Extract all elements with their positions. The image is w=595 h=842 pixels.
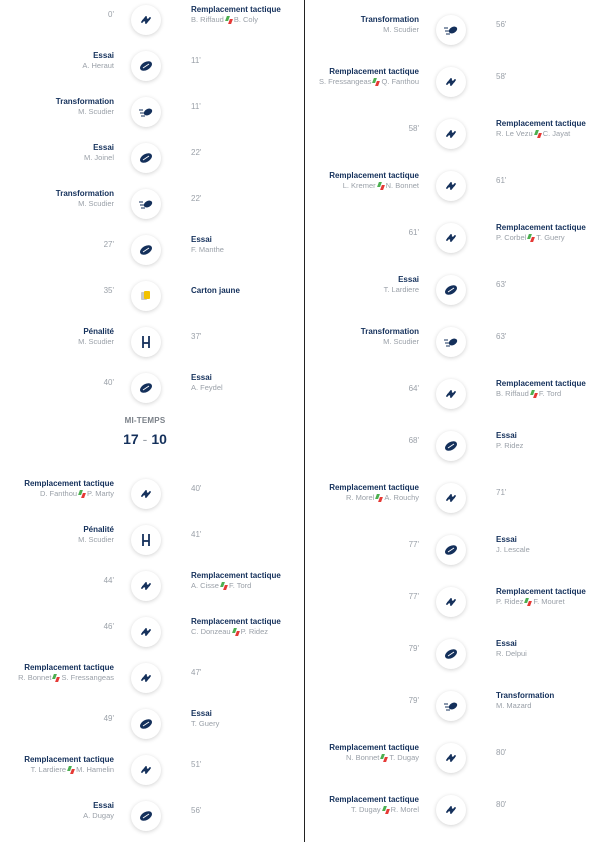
- event-title: Pénalité: [83, 525, 114, 534]
- try-ball-icon: [436, 431, 466, 461]
- player-in: R. Morel: [390, 805, 419, 814]
- event-players: [496, 597, 586, 607]
- timeline-event: [305, 62, 595, 102]
- event-title: Remplacement tactique: [496, 379, 586, 388]
- event-time: 68': [408, 436, 419, 445]
- timeline-event: [305, 530, 595, 570]
- event-time: 22': [191, 194, 202, 203]
- event-time: 61': [496, 176, 507, 185]
- player-in: B. Coly: [233, 15, 258, 24]
- event-details: [191, 5, 281, 25]
- player-out: L. Kremer: [342, 181, 376, 190]
- event-time: 22': [191, 148, 202, 157]
- try-ball-icon: [131, 373, 161, 403]
- event-title: Essai: [496, 535, 517, 544]
- event-players: [191, 627, 281, 637]
- event-time: 44': [103, 576, 114, 585]
- try-ball-icon: [436, 639, 466, 669]
- event-time: 77': [408, 540, 419, 549]
- substitution-icon: [436, 223, 466, 253]
- timeline-event: [0, 658, 290, 698]
- timeline-event: [0, 138, 290, 178]
- timeline-event: [0, 750, 290, 790]
- substitution-icon: [436, 483, 466, 513]
- player-in: M. Hamelin: [76, 765, 114, 774]
- player-in: P. Marty: [87, 489, 114, 498]
- event-details: [496, 379, 586, 399]
- event-player: A. Feydel: [191, 383, 223, 392]
- event-time: 37': [191, 332, 202, 341]
- event-title: Pénalité: [83, 327, 114, 336]
- timeline-event: [305, 270, 595, 310]
- try-ball-icon: [131, 51, 161, 81]
- player-out: N. Bonnet: [346, 753, 380, 762]
- goalpost-icon: [131, 327, 161, 357]
- event-details: [78, 525, 114, 545]
- player-in: F. Tord: [538, 389, 562, 398]
- substitution-icon: [131, 5, 161, 35]
- player-out: T. Lardiere: [30, 765, 67, 774]
- event-players: [24, 765, 114, 775]
- timeline-event: [0, 92, 290, 132]
- event-title: Carton jaune: [191, 286, 240, 295]
- timeline-event: [0, 704, 290, 744]
- event-players: [496, 129, 586, 139]
- event-details: [191, 709, 219, 729]
- timeline-event: [0, 230, 290, 270]
- timeline-event: [305, 114, 595, 154]
- event-details: [56, 97, 114, 117]
- substitution-icon: [436, 171, 466, 201]
- event-players: [329, 805, 419, 815]
- event-players: [191, 581, 281, 591]
- event-title: Essai: [93, 143, 114, 152]
- event-title: Essai: [93, 51, 114, 60]
- event-details: [191, 235, 224, 255]
- timeline-event: [305, 322, 595, 362]
- event-title: Remplacement tactique: [24, 479, 114, 488]
- substitution-icon: [131, 479, 161, 509]
- timeline-event: [305, 374, 595, 414]
- event-details: [82, 51, 114, 71]
- event-title: Transformation: [360, 15, 419, 24]
- event-details: [24, 479, 114, 499]
- event-time: 11': [191, 56, 201, 65]
- swap-arrows-icon: [225, 16, 233, 24]
- event-title: Remplacement tactique: [496, 119, 586, 128]
- player-out: R. Le Vezu: [496, 129, 533, 138]
- event-player: A. Dugay: [83, 811, 114, 820]
- event-players: [191, 15, 281, 25]
- swap-arrows-icon: [534, 130, 542, 138]
- swap-arrows-icon: [78, 490, 86, 498]
- player-in: T. Guery: [536, 233, 565, 242]
- home-score: 17: [123, 431, 139, 447]
- event-title: Remplacement tactique: [329, 171, 419, 180]
- event-player: M. Scudier: [78, 535, 114, 544]
- event-players: [329, 753, 419, 763]
- timeline-event: [0, 566, 290, 606]
- swap-arrows-icon: [232, 628, 240, 636]
- event-details: [361, 15, 419, 35]
- event-player: M. Scudier: [78, 107, 114, 116]
- timeline-event: [305, 218, 595, 258]
- event-title: Remplacement tactique: [329, 67, 419, 76]
- event-player: M. Scudier: [78, 199, 114, 208]
- event-player: P. Ridez: [496, 441, 524, 450]
- event-player: T. Guery: [191, 719, 220, 728]
- event-players: [24, 489, 114, 499]
- event-title: Transformation: [55, 97, 114, 106]
- event-title: Essai: [398, 275, 419, 284]
- player-out: T. Dugay: [351, 805, 381, 814]
- timeline-event: [305, 686, 595, 726]
- player-out: D. Fanthou: [39, 489, 78, 498]
- event-players: [496, 233, 586, 243]
- timeline-event: [305, 10, 595, 50]
- score-separator: -: [142, 431, 148, 447]
- event-title: Transformation: [496, 691, 555, 700]
- timeline-event: [0, 796, 290, 836]
- event-details: [361, 327, 419, 347]
- player-out: P. Corbel: [496, 233, 527, 242]
- event-title: Essai: [191, 373, 212, 382]
- event-details: [329, 743, 419, 763]
- event-player: M. Scudier: [383, 337, 419, 346]
- timeline-event: [0, 322, 290, 362]
- substitution-icon: [436, 119, 466, 149]
- event-details: [496, 587, 586, 607]
- event-details: [18, 663, 114, 683]
- substitution-icon: [436, 743, 466, 773]
- event-title: Essai: [496, 431, 517, 440]
- event-details: [329, 795, 419, 815]
- substitution-icon: [131, 571, 161, 601]
- event-details: [24, 755, 114, 775]
- substitution-icon: [131, 617, 161, 647]
- swap-arrows-icon: [67, 766, 75, 774]
- half-time-label: MI-TEMPS: [124, 416, 166, 425]
- timeline-event: [305, 166, 595, 206]
- event-time: 63': [496, 332, 507, 341]
- substitution-icon: [436, 587, 466, 617]
- timeline-event: [305, 426, 595, 466]
- player-out: P. Ridez: [496, 597, 524, 606]
- swap-arrows-icon: [380, 754, 388, 762]
- event-title: Remplacement tactique: [496, 223, 586, 232]
- event-players: [319, 77, 419, 87]
- event-time: 58': [496, 72, 507, 81]
- event-title: Transformation: [55, 189, 114, 198]
- event-time: 63': [496, 280, 507, 289]
- substitution-icon: [131, 755, 161, 785]
- event-title: Remplacement tactique: [24, 755, 114, 764]
- event-time: 56': [191, 806, 202, 815]
- player-in: S. Fressangeas: [61, 673, 114, 682]
- swap-arrows-icon: [530, 390, 538, 398]
- event-title: Remplacement tactique: [191, 5, 281, 14]
- swap-arrows-icon: [220, 582, 228, 590]
- event-player: J. Lescale: [496, 545, 530, 554]
- event-details: [191, 373, 223, 393]
- player-out: B. Riffaud: [496, 389, 529, 398]
- player-out: R. Morel: [346, 493, 375, 502]
- swap-arrows-icon: [52, 674, 60, 682]
- event-time: 0': [108, 10, 114, 19]
- player-in: N. Bonnet: [385, 181, 419, 190]
- substitution-icon: [436, 379, 466, 409]
- event-time: 64': [408, 384, 419, 393]
- event-time: 46': [103, 622, 114, 631]
- player-out: A. Cisse: [191, 581, 219, 590]
- swap-arrows-icon: [527, 234, 535, 242]
- event-details: [84, 143, 114, 163]
- event-details: [384, 275, 419, 295]
- swap-arrows-icon: [372, 78, 380, 86]
- event-player: M. Joinel: [83, 153, 114, 162]
- event-title: Essai: [191, 709, 212, 718]
- event-time: 35': [103, 286, 114, 295]
- event-time: 49': [103, 714, 114, 723]
- player-out: B. Riffaud: [191, 15, 224, 24]
- event-time: 80': [496, 800, 507, 809]
- event-player: M. Scudier: [383, 25, 419, 34]
- player-in: F. Mouret: [533, 597, 565, 606]
- swap-arrows-icon: [382, 806, 390, 814]
- conversion-icon: [131, 97, 161, 127]
- swap-arrows-icon: [524, 598, 532, 606]
- timeline-event: [0, 368, 290, 408]
- event-details: [496, 119, 586, 139]
- conversion-icon: [436, 15, 466, 45]
- event-title: Transformation: [360, 327, 419, 336]
- event-player: T. Lardiere: [383, 285, 419, 294]
- try-ball-icon: [131, 801, 161, 831]
- try-ball-icon: [131, 235, 161, 265]
- event-details: [191, 571, 281, 591]
- goalpost-icon: [131, 525, 161, 555]
- event-time: 58': [408, 124, 419, 133]
- event-time: 47': [191, 668, 202, 677]
- event-time: 51': [191, 760, 202, 769]
- player-in: F. Tord: [228, 581, 252, 590]
- timeline-event: [305, 634, 595, 674]
- away-score: 10: [151, 431, 167, 447]
- conversion-icon: [131, 189, 161, 219]
- event-title: Remplacement tactique: [496, 587, 586, 596]
- event-time: 40': [103, 378, 114, 387]
- event-details: [191, 286, 240, 296]
- event-players: [496, 389, 586, 399]
- event-details: [496, 535, 530, 555]
- timeline-event: [0, 612, 290, 652]
- event-title: Essai: [93, 801, 114, 810]
- event-details: [329, 483, 419, 503]
- event-details: [496, 223, 586, 243]
- timeline-event: [305, 790, 595, 830]
- player-in: P. Ridez: [240, 627, 268, 636]
- event-players: [18, 673, 114, 683]
- player-out: R. Bonnet: [18, 673, 52, 682]
- event-title: Essai: [191, 235, 212, 244]
- player-in: C. Jayat: [542, 129, 571, 138]
- event-details: [496, 639, 527, 659]
- event-details: [191, 617, 281, 637]
- event-title: Remplacement tactique: [191, 617, 281, 626]
- event-details: [56, 189, 114, 209]
- substitution-icon: [436, 67, 466, 97]
- player-in: Q. Fanthou: [381, 77, 419, 86]
- event-title: Remplacement tactique: [329, 483, 419, 492]
- event-title: Remplacement tactique: [191, 571, 281, 580]
- half-time-block: [0, 416, 290, 447]
- conversion-icon: [436, 327, 466, 357]
- try-ball-icon: [436, 535, 466, 565]
- try-ball-icon: [436, 275, 466, 305]
- event-details: [496, 691, 554, 711]
- conversion-icon: [436, 691, 466, 721]
- swap-arrows-icon: [375, 494, 383, 502]
- player-in: T. Dugay: [389, 753, 419, 762]
- try-ball-icon: [131, 709, 161, 739]
- event-title: Remplacement tactique: [329, 795, 419, 804]
- event-players: [329, 493, 419, 503]
- substitution-icon: [131, 663, 161, 693]
- event-player: R. Delpui: [496, 649, 527, 658]
- event-details: [496, 431, 523, 451]
- event-time: 61': [408, 228, 419, 237]
- event-time: 40': [191, 484, 202, 493]
- event-details: [329, 171, 419, 191]
- player-in: A. Rouchy: [384, 493, 419, 502]
- event-title: Essai: [496, 639, 517, 648]
- event-player: F. Manthe: [191, 245, 224, 254]
- timeline-event: [0, 46, 290, 86]
- event-time: 27': [103, 240, 114, 249]
- timeline-event: [0, 0, 290, 40]
- try-ball-icon: [131, 143, 161, 173]
- event-time: 80': [496, 748, 507, 757]
- event-player: M. Scudier: [78, 337, 114, 346]
- event-title: Remplacement tactique: [329, 743, 419, 752]
- event-player: M. Mazard: [496, 701, 532, 710]
- event-time: 56': [496, 20, 507, 29]
- event-details: [78, 327, 114, 347]
- timeline-event: [0, 474, 290, 514]
- event-time: 71': [496, 488, 507, 497]
- substitution-icon: [436, 795, 466, 825]
- timeline-event: [305, 478, 595, 518]
- event-details: [319, 67, 419, 87]
- player-out: S. Fressangeas: [318, 77, 372, 86]
- event-time: 41': [191, 530, 202, 539]
- event-time: 79': [408, 644, 419, 653]
- swap-arrows-icon: [377, 182, 385, 190]
- yellow-card-icon: [131, 281, 161, 311]
- half-time-score: [0, 431, 290, 447]
- event-details: [83, 801, 114, 821]
- event-time: 79': [408, 696, 419, 705]
- event-players: [329, 181, 419, 191]
- event-time: 11': [191, 102, 201, 111]
- timeline-event: [0, 184, 290, 224]
- timeline-event: [0, 520, 290, 560]
- timeline-event: [0, 276, 290, 316]
- player-out: C. Donzeau: [191, 627, 231, 636]
- event-title: Remplacement tactique: [24, 663, 114, 672]
- timeline-event: [305, 738, 595, 778]
- timeline-event: [305, 582, 595, 622]
- event-player: A. Heraut: [82, 61, 114, 70]
- event-time: 77': [408, 592, 419, 601]
